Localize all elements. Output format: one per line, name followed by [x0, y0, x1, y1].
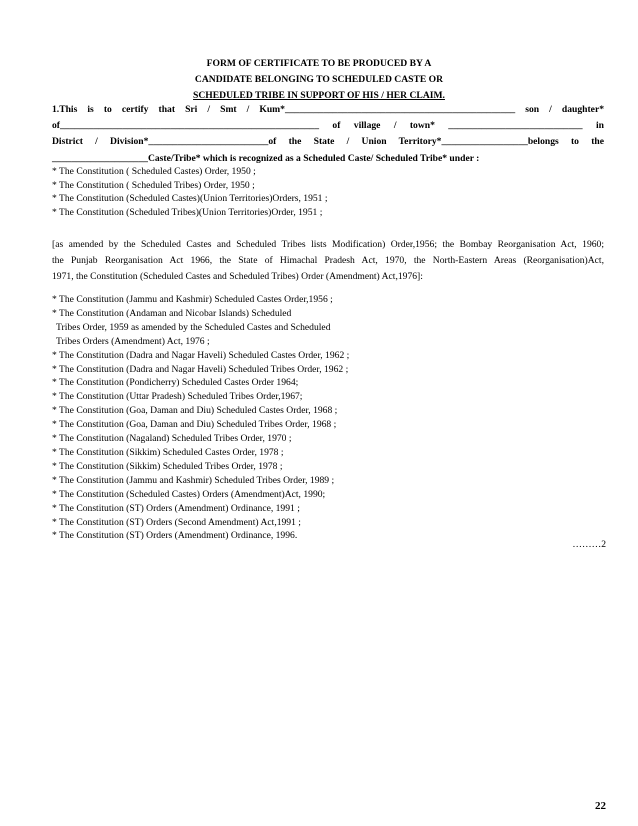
- continuation-marker: ………2: [572, 539, 606, 550]
- orders-list-first: [52, 165, 604, 219]
- title-line-1: FORM OF CERTIFICATE TO BE PRODUCED BY A: [206, 58, 432, 69]
- order-item: * The Constitution (Sikkim) Scheduled Castes Order, 1978 ;: [52, 446, 284, 458]
- order-item: * The Constitution (Goa, Daman and Diu) Scheduled Tribes Order, 1968 ;: [52, 419, 337, 431]
- title-line-2: CANDIDATE BELONGING TO SCHEDULED CASTE OR: [194, 74, 444, 85]
- amendment-line-3: 1971, the Constitution (Scheduled Castes and Scheduled Tribes) Order (Amendment) Act,1976]:: [52, 271, 423, 282]
- certificate-line-3: [52, 134, 604, 150]
- orders-list-second: [52, 293, 612, 543]
- order-item: * The Constitution ( Scheduled Tribes) Order, 1950 ;: [52, 179, 255, 191]
- amendment-line-1: [as amended by the Scheduled Castes and Scheduled Tribes lists Modification) Order,1956; the Bombay Reorganisation Act, 1960;: [52, 239, 604, 250]
- order-item: * The Constitution (Sikkim) Scheduled Tribes Order, 1978 ;: [52, 460, 283, 472]
- amendment-paragraph: [52, 237, 604, 285]
- page-number: 22: [595, 800, 606, 812]
- order-item: * The Constitution (ST) Orders (Amendment) Ordinance, 1996.: [52, 530, 298, 542]
- order-item: * The Constitution (Andaman and Nicobar Islands) Scheduled: [52, 307, 292, 319]
- order-item: * The Constitution (Dadra and Nagar Haveli) Scheduled Tribes Order, 1962 ;: [52, 363, 349, 375]
- order-item: * The Constitution (Scheduled Castes) Orders (Amendment)Act, 1990;: [52, 488, 326, 500]
- order-item: * The Constitution (Scheduled Tribes)(Union Territories)Order, 1951 ;: [52, 206, 323, 218]
- order-item-continued: Tribes Order, 1959 as amended by the Scheduled Castes and Scheduled: [56, 321, 331, 333]
- amendment-line-2: the Punjab Reorganisation Act 1966, the State of Himachal Pradesh Act, 1970, the North-Eastern Areas (Reorganisation)Act,: [52, 255, 604, 266]
- title-line-3: SCHEDULED TRIBE IN SUPPORT OF HIS / HER CLAIM.: [193, 90, 445, 101]
- certificate-paragraph: [52, 102, 604, 167]
- certificate-line-2: [52, 118, 604, 134]
- village-town-blank: of village / town* ____________________________: [332, 120, 583, 132]
- order-item: * The Constitution ( Scheduled Castes) Order, 1950 ;: [52, 166, 256, 177]
- certificate-line-1: [52, 102, 604, 118]
- order-item: * The Constitution (Jammu and Kashmir) Scheduled Tribes Order, 1989 ;: [52, 474, 335, 486]
- caste-tribe-blank: ____________________Caste/Tribe* which is recognized as a Scheduled Caste/ Scheduled Tribe* under :: [52, 152, 480, 164]
- order-item: * The Constitution (Jammu and Kashmir) Scheduled Castes Order,1956 ;: [52, 294, 333, 305]
- parent-name-blank: of______________________________________________________: [52, 120, 320, 132]
- son-daughter-label: son / daughter*: [525, 104, 604, 115]
- order-item: * The Constitution (Goa, Daman and Diu) Scheduled Castes Order, 1968 ;: [52, 405, 338, 417]
- form-title: [0, 56, 638, 104]
- certify-name-blank: 1.This is to certify that Sri / Smt / Kum*________________________________________________: [52, 104, 516, 115]
- order-item: * The Constitution (Uttar Pradesh) Scheduled Tribes Order,1967;: [52, 391, 303, 403]
- district-state-blank: District / Division*_________________________of the State / Union Territory*__________________belongs to the: [52, 136, 604, 148]
- order-item-continued: Tribes Orders (Amendment) Act, 1976 ;: [56, 335, 210, 347]
- order-item: * The Constitution (Nagaland) Scheduled Tribes Order, 1970 ;: [52, 433, 292, 445]
- order-item: * The Constitution (ST) Orders (Second Amendment) Act,1991 ;: [52, 516, 301, 528]
- order-item: * The Constitution (Scheduled Castes)(Union Territories)Orders, 1951 ;: [52, 193, 328, 204]
- in-label: in: [596, 120, 605, 132]
- order-item: * The Constitution (Pondicherry) Scheduled Castes Order 1964;: [52, 377, 299, 389]
- order-item: * The Constitution (Dadra and Nagar Haveli) Scheduled Castes Order, 1962 ;: [52, 349, 350, 361]
- order-item: * The Constitution (ST) Orders (Amendment) Ordinance, 1991 ;: [52, 502, 300, 514]
